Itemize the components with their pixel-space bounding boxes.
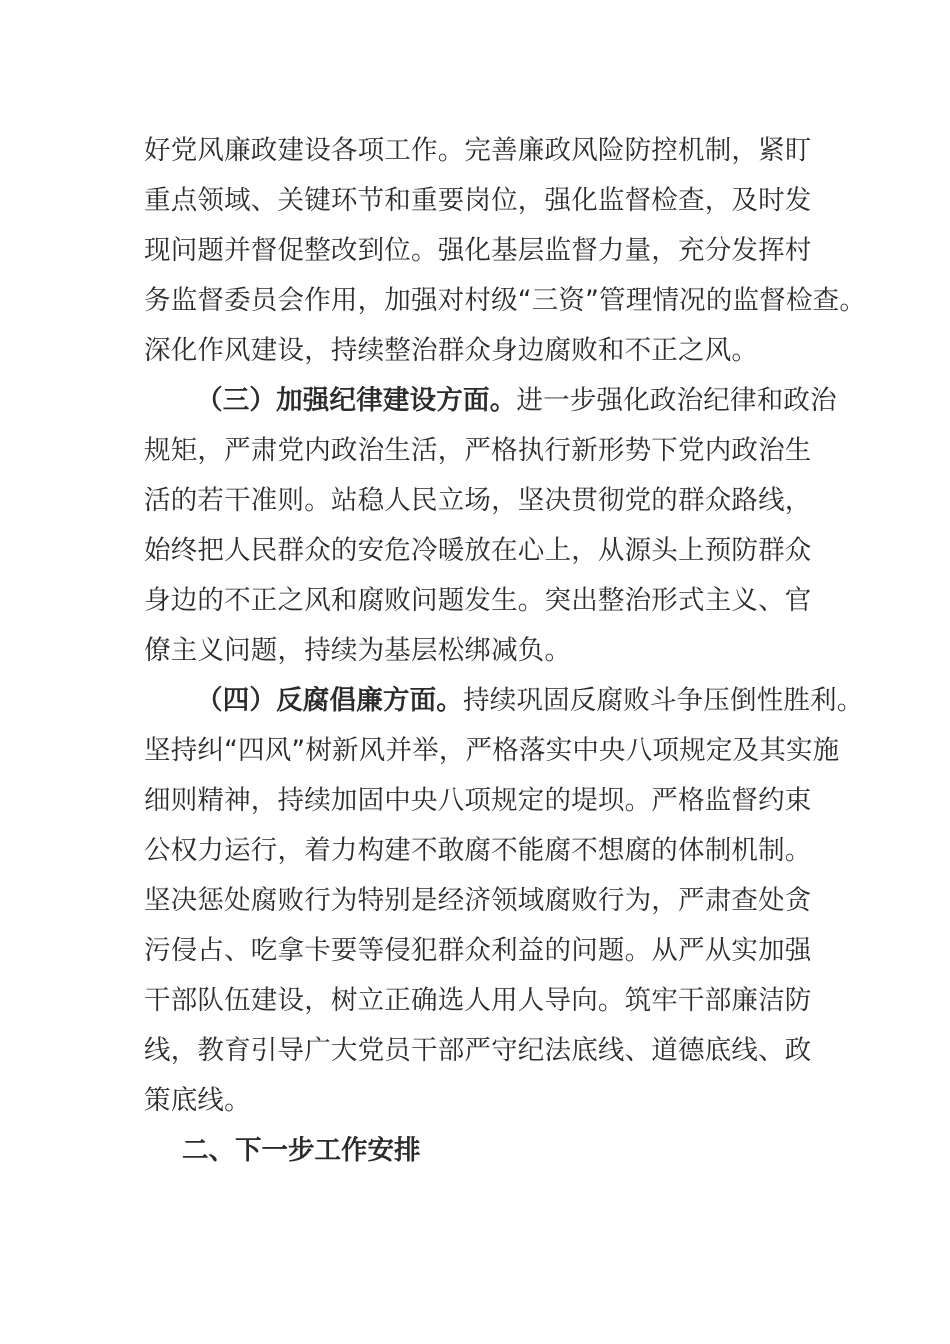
paragraph-2-line-1	[144, 376, 837, 426]
paragraph-2-line-5: 身边的不正之风和腐败问题发生。突出整治形式主义、官	[144, 585, 812, 616]
paragraph-1-line-2: 重点领域、关键环节和重要岗位，强化监督检查，及时发	[144, 185, 812, 216]
paragraph-2-first-line-text: 进一步强化政治纪律和政治	[516, 385, 837, 416]
paragraph-2-line-3: 活的若干准则。站稳人民立场，坚决贯彻党的群众路线，	[144, 485, 812, 516]
paragraph-1-line-3: 现问题并督促整改到位。强化基层监督力量，充分发挥村	[144, 235, 812, 266]
paragraph-1-line-5: 深化作风建设，持续整治群众身边腐败和不正之风。	[144, 335, 759, 366]
paragraph-3-line-9: 策底线。	[144, 1085, 251, 1116]
section-heading: 二、下一步工作安排	[182, 1135, 421, 1166]
paragraph-3-first-line-text: 持续巩固反腐败斗争压倒性胜利。	[463, 685, 864, 716]
paragraph-3-line-6: 污侵占、吃拿卡要等侵犯群众利益的问题。从严从实加强	[144, 935, 812, 966]
paragraph-3-heading: （四）反腐倡廉方面。	[196, 685, 463, 716]
paragraph-2-line-6: 僚主义问题，持续为基层松绑减负。	[144, 635, 572, 666]
paragraph-3-line-2: 坚持纠“四风”树新风并举，严格落实中央八项规定及其实施	[144, 735, 840, 766]
paragraph-3-line-3: 细则精神，持续加固中央八项规定的堤坝。严格监督约束	[144, 785, 812, 816]
paragraph-1-line-1: 好党风廉政建设各项工作。完善廉政风险防控机制，紧盯	[144, 135, 812, 166]
paragraph-3-line-4: 公权力运行，着力构建不敢腐不能腐不想腐的体制机制。	[144, 835, 812, 866]
document-body	[144, 126, 867, 1126]
paragraph-2-line-4: 始终把人民群众的安危冷暖放在心上，从源头上预防群众	[144, 535, 812, 566]
paragraph-3-line-5: 坚决惩处腐败行为特别是经济领域腐败行为，严肃查处贪	[144, 885, 812, 916]
paragraph-2-line-2: 规矩，严肃党内政治生活，严格执行新形势下党内政治生	[144, 435, 812, 466]
paragraph-3-line-7: 干部队伍建设，树立正确选人用人导向。筑牢干部廉洁防	[144, 985, 812, 1016]
paragraph-1-line-4: 务监督委员会作用，加强对村级“三资”管理情况的监督检查。	[144, 285, 867, 316]
paragraph-3-line-1	[144, 676, 864, 726]
paragraph-2-heading: （三）加强纪律建设方面。	[196, 385, 517, 416]
paragraph-3-line-8: 线，教育引导广大党员干部严守纪法底线、道德底线、政	[144, 1035, 812, 1066]
